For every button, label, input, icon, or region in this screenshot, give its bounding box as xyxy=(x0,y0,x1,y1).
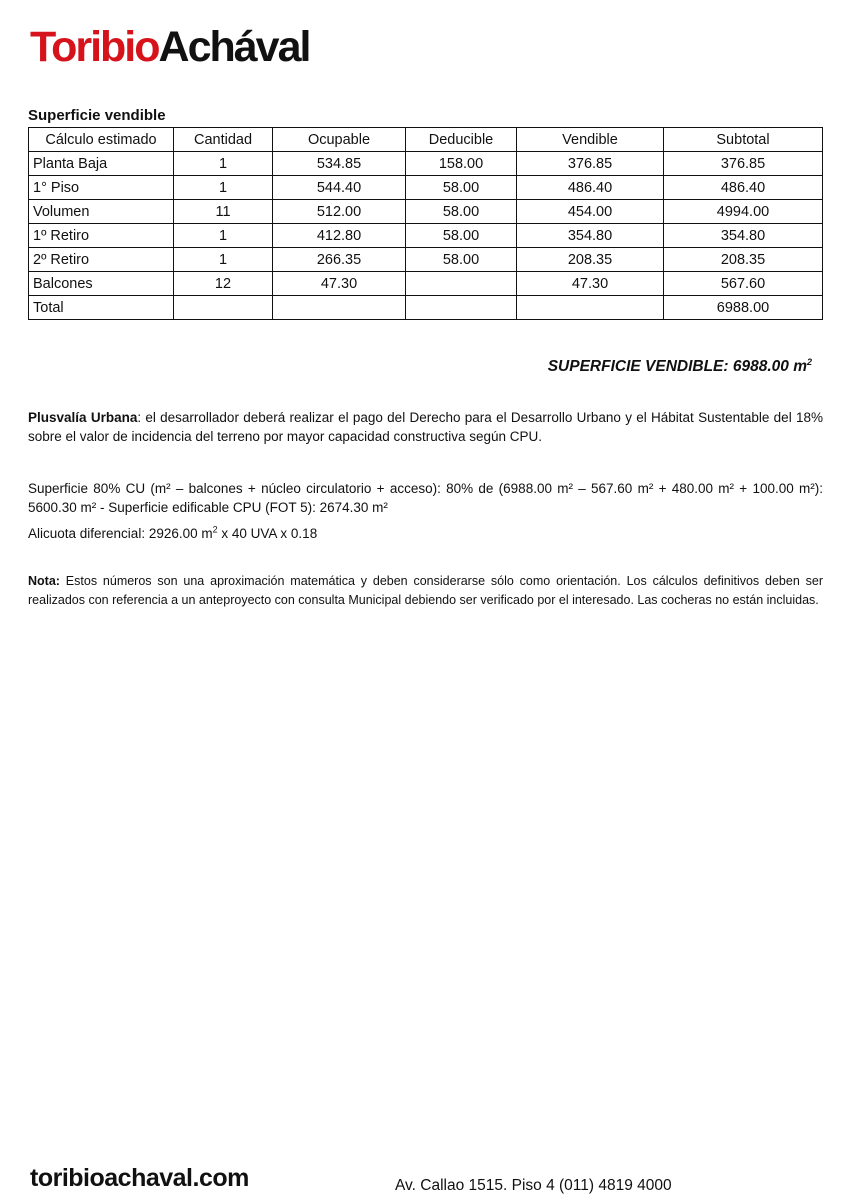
column-header: Cálculo estimado xyxy=(29,128,174,152)
table-cell: 1º Retiro xyxy=(29,224,174,248)
table-cell: 486.40 xyxy=(664,176,823,200)
table-cell: 158.00 xyxy=(406,152,517,176)
table-cell: 544.40 xyxy=(273,176,406,200)
table-cell: 58.00 xyxy=(406,248,517,272)
table-cell: 58.00 xyxy=(406,200,517,224)
alicuota-sup: 2 xyxy=(212,524,218,535)
table-cell: 376.85 xyxy=(664,152,823,176)
table-cell: Balcones xyxy=(29,272,174,296)
column-header: Ocupable xyxy=(273,128,406,152)
table-cell xyxy=(174,296,273,320)
table-cell xyxy=(406,296,517,320)
table-cell xyxy=(406,272,517,296)
table-row xyxy=(29,200,823,224)
plusvalia-text: : el desarrollador deberá realizar el pago del Derecho para el Desarrollo Urbano y el Hábitat Sustentable del 18% sobre el valor de incidencia del terreno por mayor capacidad constructiva según CPU. xyxy=(28,410,823,444)
table-cell: 354.80 xyxy=(664,224,823,248)
table-cell: 454.00 xyxy=(517,200,664,224)
table-cell: 12 xyxy=(174,272,273,296)
table-cell: 58.00 xyxy=(406,224,517,248)
table-cell: 1 xyxy=(174,152,273,176)
table-cell: 534.85 xyxy=(273,152,406,176)
table-cell: 6988.00 xyxy=(664,296,823,320)
section-title: Superficie vendible xyxy=(28,107,166,124)
column-header: Cantidad xyxy=(174,128,273,152)
plusvalia-paragraph xyxy=(28,408,823,446)
table-cell: 58.00 xyxy=(406,176,517,200)
note-text: Estos números son una aproximación matemática y deben considerarse sólo como orientación. Los cálculos definitivos deben ser realizados con referencia a un anteproyecto con consulta Municipal debiendo ser verificado por el interesado. Las cocheras no están incluidas. xyxy=(28,574,823,607)
summary-total xyxy=(548,358,812,376)
table-cell: 1° Piso xyxy=(29,176,174,200)
table-cell: 567.60 xyxy=(664,272,823,296)
table-cell: 1 xyxy=(174,248,273,272)
table-cell: 2º Retiro xyxy=(29,248,174,272)
footer-website[interactable]: toribioachaval.com xyxy=(30,1164,249,1192)
column-header: Vendible xyxy=(517,128,664,152)
alicuota-rest: x 40 UVA x 0.18 xyxy=(217,526,318,541)
table-cell xyxy=(273,296,406,320)
alicuota-line xyxy=(28,524,823,543)
table-cell: 11 xyxy=(174,200,273,224)
table-cell: Volumen xyxy=(29,200,174,224)
logo-part-2: Achával xyxy=(158,23,310,71)
column-header: Deducible xyxy=(406,128,517,152)
table-cell: 208.35 xyxy=(664,248,823,272)
table-cell: 266.35 xyxy=(273,248,406,272)
note-label: Nota: xyxy=(28,574,60,588)
table-cell: 208.35 xyxy=(517,248,664,272)
footer-address: Av. Callao 1515. Piso 4 (011) 4819 4000 xyxy=(395,1177,672,1194)
summary-sup: 2 xyxy=(806,356,812,367)
table-cell: Total xyxy=(29,296,174,320)
table-cell: 47.30 xyxy=(273,272,406,296)
surface-table xyxy=(28,127,823,320)
note-paragraph xyxy=(28,572,823,610)
table-cell: Planta Baja xyxy=(29,152,174,176)
table-row xyxy=(29,176,823,200)
column-header: Subtotal xyxy=(664,128,823,152)
logo-part-1: Toribio xyxy=(30,23,159,71)
table-row xyxy=(29,152,823,176)
table-row xyxy=(29,248,823,272)
table-cell: 47.30 xyxy=(517,272,664,296)
table-row xyxy=(29,224,823,248)
alicuota-text: Alicuota diferencial: 2926.00 m xyxy=(28,526,213,541)
table-row xyxy=(29,272,823,296)
superficie-paragraph: Superficie 80% CU (m² – balcones + núcleo circulatorio + acceso): 80% de (6988.00 m² – 567.60 m² + 480.00 m² + 100.00 m²): 5600.30 m² - Superficie edificable CPU (FOT 5): 2674.30 m² xyxy=(28,481,823,515)
table-row xyxy=(29,296,823,320)
table-cell: 1 xyxy=(174,176,273,200)
plusvalia-label: Plusvalía Urbana xyxy=(28,410,138,425)
table-cell: 412.80 xyxy=(273,224,406,248)
table-cell: 1 xyxy=(174,224,273,248)
table-cell: 4994.00 xyxy=(664,200,823,224)
summary-text: SUPERFICIE VENDIBLE: 6988.00 m xyxy=(547,358,807,375)
table-cell: 486.40 xyxy=(517,176,664,200)
table-cell: 376.85 xyxy=(517,152,664,176)
table-header-row xyxy=(29,128,823,152)
table-cell xyxy=(517,296,664,320)
company-logo xyxy=(30,23,310,71)
table-cell: 512.00 xyxy=(273,200,406,224)
table-cell: 354.80 xyxy=(517,224,664,248)
